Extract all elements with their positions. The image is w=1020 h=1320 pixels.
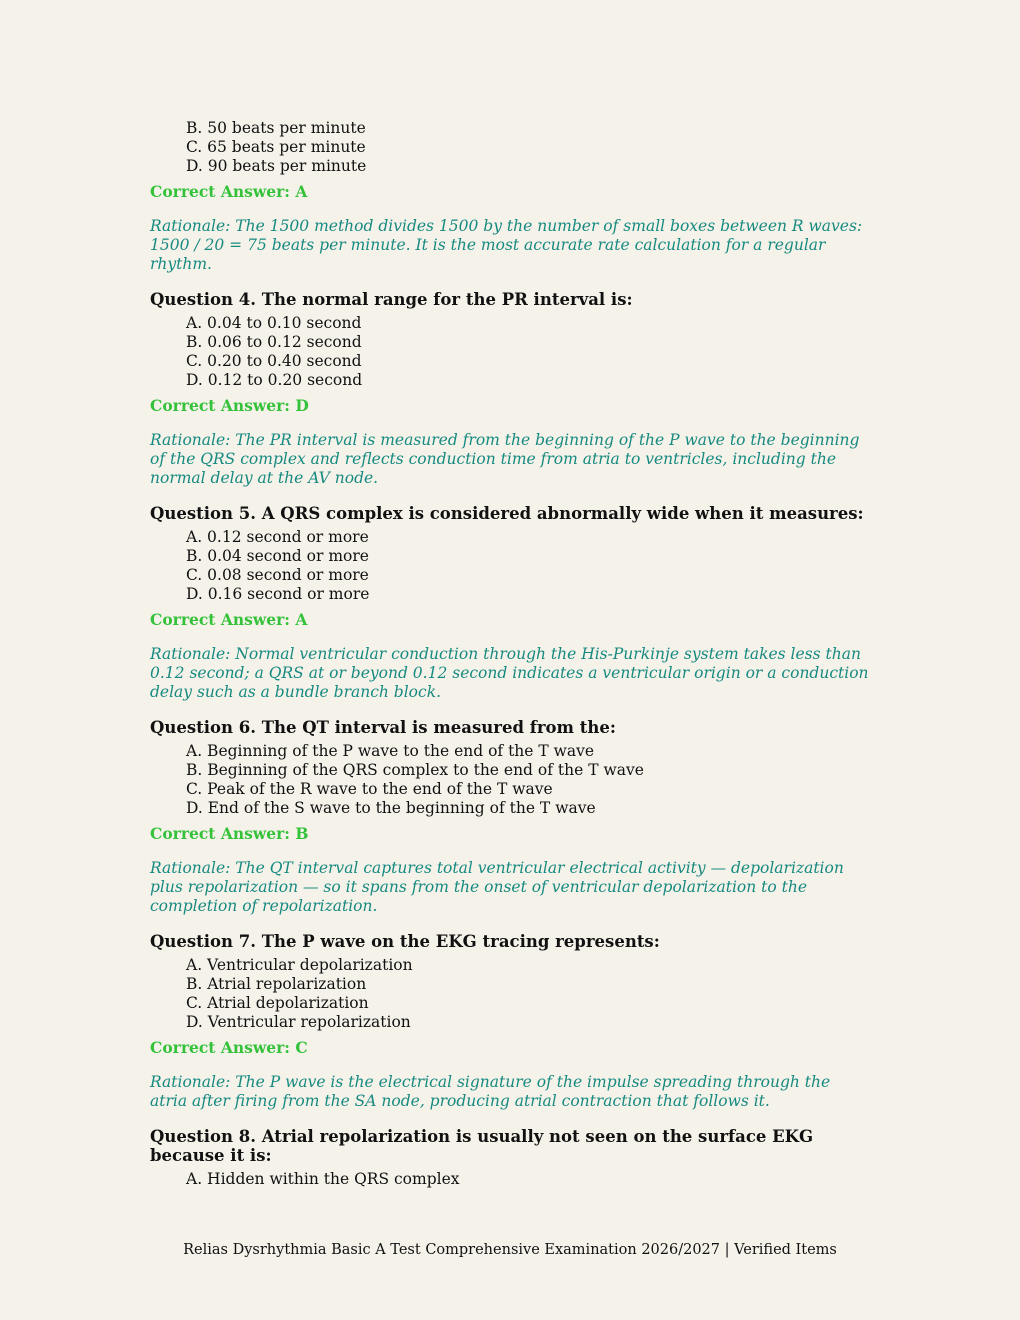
option: D. 90 beats per minute [186,157,367,175]
question-title: Question 6. The QT interval is measured from the: [150,718,616,737]
option: D. Ventricular repolarization [186,1013,411,1031]
correct-answer: Correct Answer: A [150,182,308,201]
question-title: Question 5. A QRS complex is considered abnormally wide when it measures: [150,504,864,523]
question-title: Question 4. The normal range for the PR interval is: [150,290,633,309]
option-list [150,528,870,604]
option: B. 0.06 to 0.12 second [186,333,362,351]
option: A. Hidden within the QRS complex [186,1170,460,1188]
option: A. Ventricular depolarization [186,956,413,974]
rationale: Rationale: The QT interval captures total ventricular electrical activity — depolarization plus repolarization — so it spans from the onset of ventricular depolarization to the completion of repolarization. [150,859,844,915]
question-block [150,290,870,488]
rationale: Rationale: Normal ventricular conduction through the His-Purkinje system takes less than 0.12 second; a QRS at or beyond 0.12 second indicates a ventricular origin or a conduction delay such as a bundle branch block. [150,645,869,701]
correct-answer: Correct Answer: D [150,396,309,415]
rationale: Rationale: The 1500 method divides 1500 by the number of small boxes between R waves: 1500 / 20 = 75 beats per minute. It is the most accurate rate calculation for a regular rhythm. [150,217,863,273]
option-list [150,956,870,1032]
document-body [150,119,870,1189]
option: D. End of the S wave to the beginning of the T wave [186,799,596,817]
rationale: Rationale: The PR interval is measured from the beginning of the P wave to the beginning of the QRS complex and reflects conduction time from atria to ventricles, including the normal delay at the AV node. [150,431,860,487]
option-list [150,314,870,390]
option-list [150,119,870,176]
option: D. 0.12 to 0.20 second [186,371,363,389]
option: B. 0.04 second or more [186,547,369,565]
question-title: Question 8. Atrial repolarization is usually not seen on the surface EKG because it is: [150,1127,814,1165]
question-block [150,932,870,1111]
option-list [150,1170,870,1189]
option: C. Peak of the R wave to the end of the T wave [186,780,553,798]
correct-answer: Correct Answer: C [150,1038,308,1057]
question-title: Question 7. The P wave on the EKG tracing represents: [150,932,660,951]
carryover-question [150,119,870,274]
correct-answer: Correct Answer: B [150,824,309,843]
option-list [150,742,870,818]
page-footer: Relias Dysrhythmia Basic A Test Comprehensive Examination 2026/2027 | Verified Items [183,1242,837,1258]
question-block [150,504,870,702]
option: C. 65 beats per minute [186,138,366,156]
option: C. 0.20 to 0.40 second [186,352,362,370]
rationale: Rationale: The P wave is the electrical signature of the impulse spreading through the atria after firing from the SA node, producing atrial contraction that follows it. [150,1073,831,1110]
option: A. Beginning of the P wave to the end of the T wave [186,742,595,760]
option: C. 0.08 second or more [186,566,369,584]
option: B. Beginning of the QRS complex to the end of the T wave [186,761,644,779]
question-block [150,718,870,916]
option: A. 0.04 to 0.10 second [186,314,362,332]
correct-answer: Correct Answer: A [150,610,308,629]
question-block [150,1127,870,1189]
option: D. 0.16 second or more [186,585,370,603]
option: C. Atrial depolarization [186,994,369,1012]
option: A. 0.12 second or more [186,528,369,546]
option: B. Atrial repolarization [186,975,367,993]
option: B. 50 beats per minute [186,119,366,137]
